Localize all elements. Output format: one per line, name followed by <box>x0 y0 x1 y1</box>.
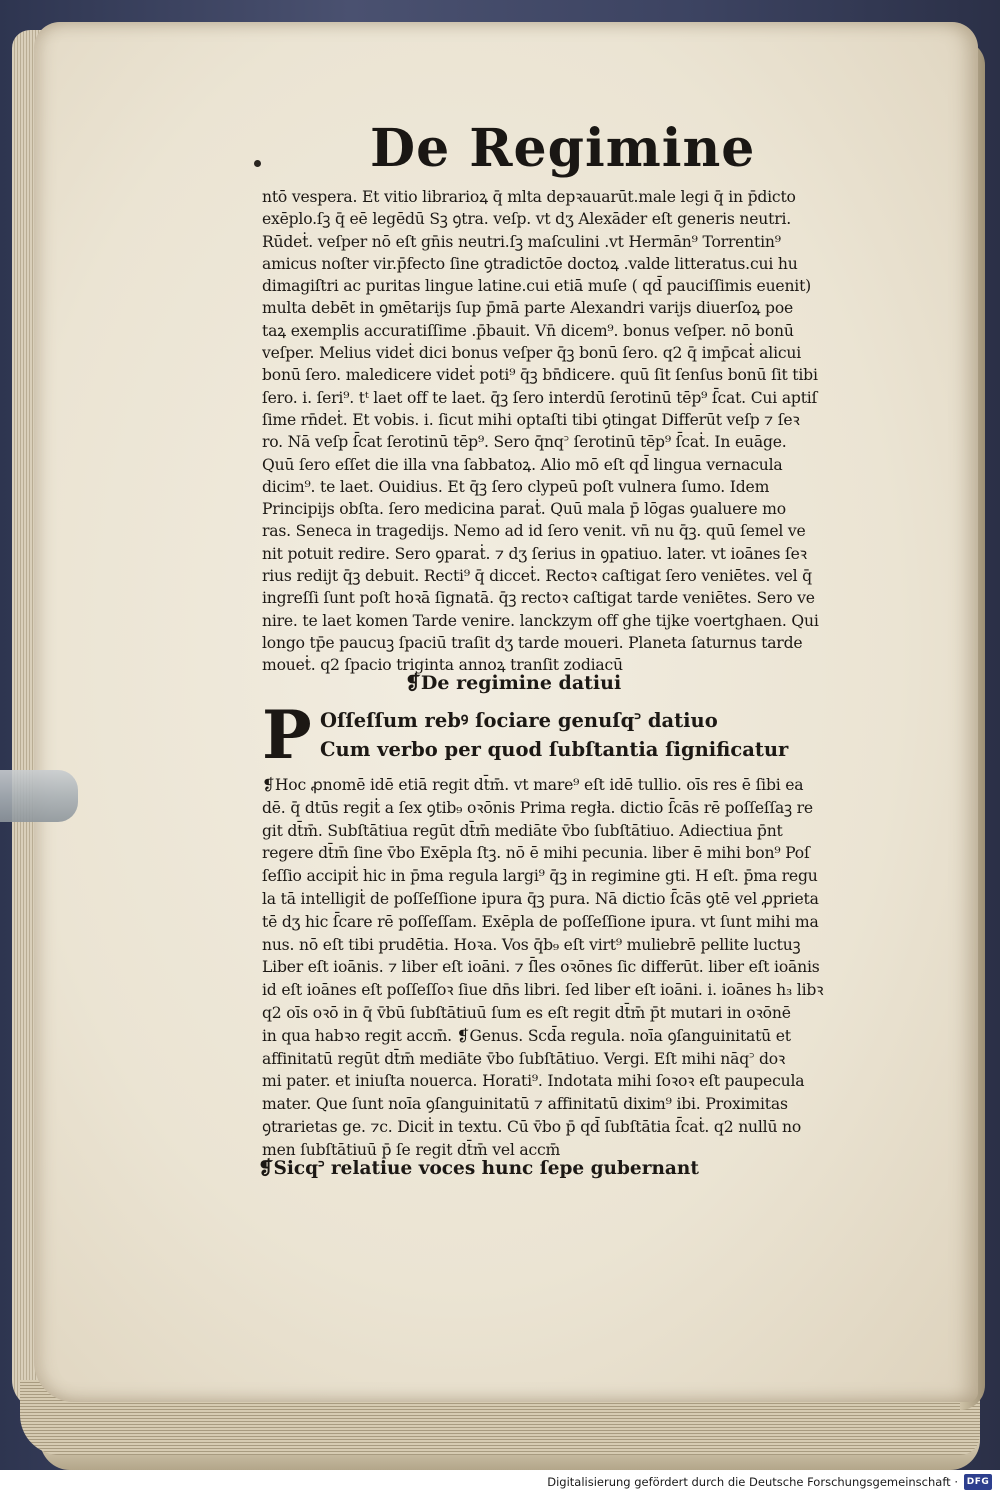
text-line: ntō vespera. Et vitio librarioꝝ q̄ mlta depꝛauarūt.male legi q̄ in p̄dicto <box>262 188 796 206</box>
text-line: tē dʒ hic ſ̄care rē poſſeſſam. Exēpla de poſſeſſione ipura. vt ſunt mihi ma <box>262 912 819 931</box>
text-line: Liber eſt ioānis. ⁊ liber eſt ioāni. ⁊ ſ̄les oꝛōnes ſic differūt. liber eſt ioānis <box>262 958 820 977</box>
text-line: ſime rn̄deṫ. Et vobis. i. ſicut mihi optaſti tibi ꝯtingat Differūt veſp ⁊ ſeꝛ <box>262 410 800 429</box>
text-line: git dt̄m̄. Subſtātiua regūt dt̄m̄ mediāte v̄bo ſubſtātiuo. Adiectiua p̄nt <box>262 821 783 840</box>
text-line: bonū ſero. maledicere videṫ poti⁹ q̄ꝫ bn̄dicere. quū ſit ſenſus bonū ſit tibi <box>262 366 818 385</box>
text-line: ❡Hoc ꝓnomē idē etiā regit dt̄m̄. vt mare⁹ eſt idē tullio. oīs res ē ſibi ea <box>262 776 804 794</box>
drop-cap: P <box>262 696 312 774</box>
ink-dot <box>254 160 261 167</box>
text-line: nit potuit redire. Sero ꝯparaṫ. ⁊ dʒ ſerius in ꝯpatiuo. later. vt ioānes ſeꝛ <box>262 544 807 563</box>
text-line: ſeſſio accipiṫ hic in p̄ma regula largi⁹ q̄ꝫ in regimine gti. H eſt. p̄ma regu <box>262 867 818 886</box>
text-line: dicim⁹. te laet. Ouidius. Et q̄ꝫ ſero clypeū poſt vulnera ſumo. Idem <box>262 477 770 496</box>
text-line: Quū ſero eſſet die illa vna ſabbatoꝝ. Alio mō eſt qd̄ lingua vernacula <box>262 455 783 474</box>
verse-line-2: Cum verbo per quod ſubſtantia ſignificatur <box>320 738 789 761</box>
text-line: dē. q̄ dtūs regiṫ a ſex ꝯtib₉ oꝛōnis Prima regła. dictio ſ̄cās rē poſſeſſaꝫ re <box>262 798 813 817</box>
text-line: affinitatū regūt dt̄m̄ mediāte v̄bo ſubſtātiuo. Vergi. Eſt mihi nāq꜄ doꝛ <box>262 1049 786 1068</box>
text-line: Principijs obſta. ſero medicina paraṫ. Quū mala p̄ lōgas ꝯualuere mo <box>262 500 786 519</box>
footer-credit: Digitalisierung gefördert durch die Deutsche Forschungsgemeinschaft · <box>547 1475 958 1489</box>
text-line: q2 oīs oꝛō in q̄ v̄bū ſubſtātiuū ſum es eſt regit dt̄m̄ p̄t mutari in oꝛōnē <box>262 1003 791 1022</box>
text-line: multa debēt in ꝯmētarijs ſup p̄mā parte Alexandri varijs diuerſoꝝ poe <box>262 299 794 318</box>
text-line: ſero. i. ſeri⁹. tᵗ laet off te laet. q̄ꝫ ſero interdū ſerotinū tēp⁹ ſ̄cat. Cui aptiſ <box>262 388 818 407</box>
text-line: amicus noſter vir.p̄fecto ſine ꝯtradictōe doctoꝝ .valde litteratus.cui hu <box>262 254 798 273</box>
text-line: exēplo.ſꝫ q̄ eē legēdū Sꝫ ꝯtra. veſp. vt dʒ Alexāder eſt generis neutri. <box>262 210 791 229</box>
clip-strap <box>0 770 78 822</box>
text-line: regere dt̄m̄ ſine v̄bo Exēpla ſtꝫ. nō ē mihi pecunia. liber ē mihi bon⁹ Poſ <box>262 844 810 863</box>
text-line: taꝝ exemplis accuratiſſime .p̄bauit. Vn̄ dicem⁹. bonus veſper. nō bonū <box>262 321 794 340</box>
text-line: la tā intelligiṫ de poſſeſſione ipura q̄ꝫ pura. Nā dictio ſ̄cās ꝯtē vel ꝓprieta <box>262 889 819 908</box>
text-block-1 <box>262 186 882 677</box>
text-line: nus. nō eſt tibi prudētia. Hoꝛa. Vos q̄b₉ eſt virt⁹ muliebrē pellite luctuꝫ <box>262 935 801 954</box>
text-line: men ſubſtātiuū p̄ ſe regit dt̄m̄ vel accm̄ <box>262 1140 561 1159</box>
text-line: mater. Que ſunt noīa ꝯſanguinitatū ⁊ affinitatū dixim⁹ ibi. Proximitas <box>262 1095 788 1114</box>
text-line: id eſt ioānes eſt poſſeſſoꝛ ſiue dn̄s libri. ſed liber eſt ioāni. i. ioānes h₃ libꝛ <box>262 981 824 1000</box>
text-line: ingreſſi ſunt poſt hoꝛā ſignatā. q̄ꝫ rectoꝛ caſtigat tarde veniētes. Sero ve <box>262 589 815 608</box>
text-line: dimagiſtri ac puritas lingue latine.cui etiā muſe ( qd̄ pauciſſimis euenit) <box>262 277 812 296</box>
text-line: Rūdeṫ. veſper nō eſt gn̄is neutri.ſꝫ maſculini .vt Hermān⁹ Torrentin⁹ <box>262 232 781 251</box>
dfg-logo-icon: DFG <box>964 1474 992 1490</box>
verse-rule <box>262 696 882 774</box>
footer-bar <box>0 1470 1000 1495</box>
text-line: ro. Nā veſp ſ̄cat ſerotinū tēp⁹. Sero q̄nq꜄ ſerotinū tēp⁹ ſ̄caṫ. In euāge. <box>262 433 787 452</box>
section-heading: ❡De regimine datiui <box>405 672 622 694</box>
text-line: longo tp̄e paucuꝫ ſpaciū traſit dʒ tarde moueri. Planeta ſaturnus tarde <box>262 633 803 652</box>
text-line: mi pater. et iniuſta nouerca. Horati⁹. Indotata mihi ſoꝛoꝛ eſt paupecula <box>262 1072 805 1091</box>
text-line: in qua habꝛo regit accm̄. ❡Genus. Scd̄a regula. noīa ꝯſanguinitatū et <box>262 1026 791 1045</box>
page-title: De Regimine <box>370 118 756 179</box>
text-line: rius redijt q̄ꝫ debuit. Recti⁹ q̄ dicceṫ. Rectoꝛ caſtigat ſero veniētes. vel q̄ <box>262 567 812 586</box>
verse-line-1: Oſſeſſum rebꝰ ſociare genuſq꜄ datiuo <box>320 709 718 732</box>
text-line: ꝯtrarietas ge. ⁊c. Diciṫ in textu. Cū v̄bo p̄ qd̄ ſubſtātia ſ̄caṫ. q2 nullū no <box>262 1117 802 1136</box>
final-heading: ❡Sicq꜄ relatiue voces hunc ſepe gubernant <box>258 1158 699 1179</box>
text-block-2 <box>262 774 882 1162</box>
text-line: veſper. Melius videṫ dici bonus veſper q̄ꝫ bonū ſero. q2 q̄ imp̄caṫ alicui <box>262 344 802 363</box>
text-line: moueṫ. q2 ſpacio triginta annoꝝ tranſit zodiacū <box>262 656 623 675</box>
text-line: ras. Seneca in tragedijs. Nemo ad id ſero venit. vn̄ nu q̄ꝫ. quū ſemel ve <box>262 522 806 541</box>
text-line: nire. te laet komen Tarde venire. lanckzym off ghe tijke voertghaen. Qui <box>262 611 819 630</box>
